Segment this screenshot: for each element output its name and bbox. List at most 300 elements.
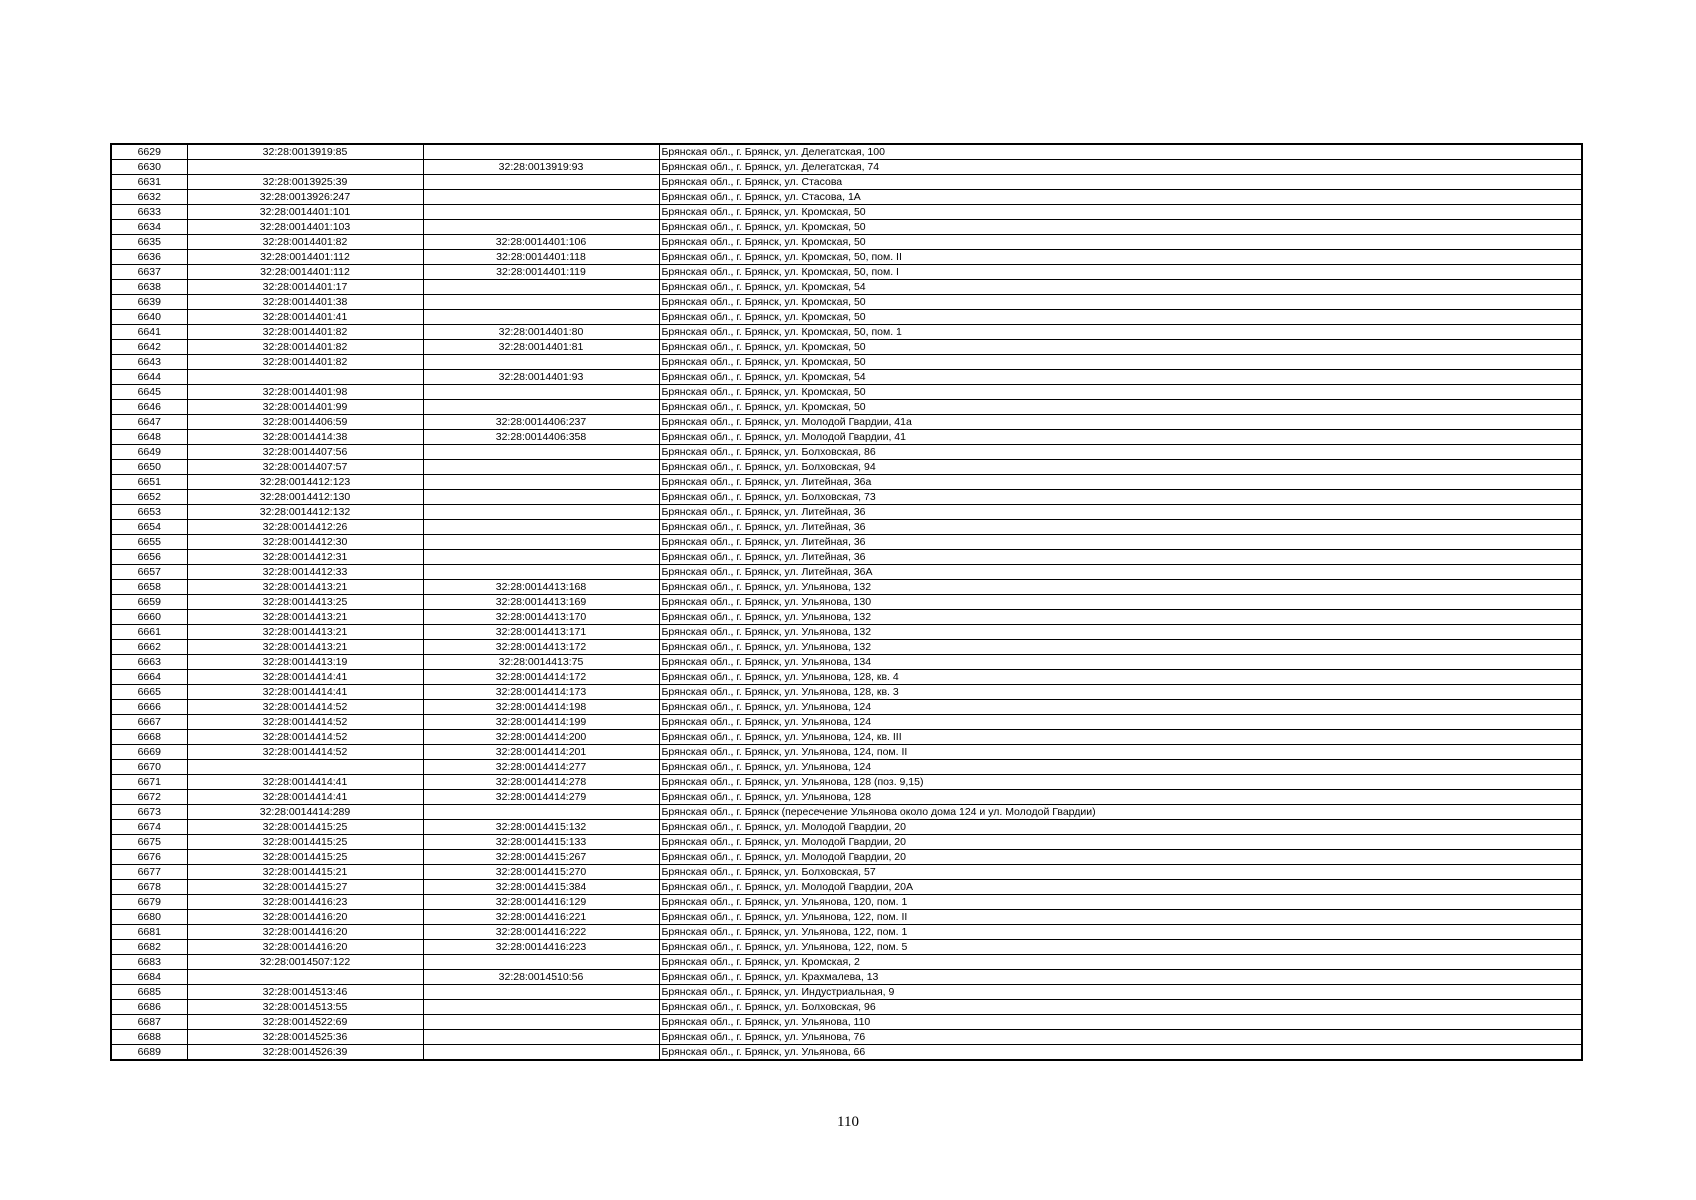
object-cadastral-number-cell: 32:28:0013919:93 — [423, 160, 659, 175]
object-cadastral-number-cell — [423, 1030, 659, 1045]
object-cadastral-number-cell: 32:28:0014401:106 — [423, 235, 659, 250]
land-cadastral-number-cell: 32:28:0014401:82 — [187, 355, 423, 370]
object-cadastral-number-cell: 32:28:0014401:81 — [423, 340, 659, 355]
land-cadastral-number-cell: 32:28:0014412:132 — [187, 505, 423, 520]
address-cell: Брянская обл., г. Брянск, ул. Ульянова, 122, пом. II — [659, 910, 1582, 925]
land-cadastral-number-cell: 32:28:0014416:20 — [187, 925, 423, 940]
land-cadastral-number-cell: 32:28:0014414:41 — [187, 775, 423, 790]
land-cadastral-number-cell — [187, 970, 423, 985]
object-cadastral-number-cell: 32:28:0014416:129 — [423, 895, 659, 910]
land-cadastral-number-cell: 32:28:0013919:85 — [187, 144, 423, 160]
row-number-cell: 6645 — [111, 385, 187, 400]
object-cadastral-number-cell: 32:28:0014415:267 — [423, 850, 659, 865]
object-cadastral-number-cell: 32:28:0014413:168 — [423, 580, 659, 595]
land-cadastral-number-cell — [187, 370, 423, 385]
address-cell: Брянская обл., г. Брянск, ул. Болховская, 57 — [659, 865, 1582, 880]
row-number-cell: 6656 — [111, 550, 187, 565]
address-cell: Брянская обл., г. Брянск, ул. Литейная, 36 — [659, 520, 1582, 535]
land-cadastral-number-cell: 32:28:0014407:57 — [187, 460, 423, 475]
table-row — [111, 865, 1582, 880]
address-cell: Брянская обл., г. Брянск, ул. Литейная, 36 — [659, 550, 1582, 565]
object-cadastral-number-cell: 32:28:0014414:172 — [423, 670, 659, 685]
table-row — [111, 730, 1582, 745]
row-number-cell: 6684 — [111, 970, 187, 985]
row-number-cell: 6681 — [111, 925, 187, 940]
object-cadastral-number-cell — [423, 535, 659, 550]
land-cadastral-number-cell: 32:28:0014526:39 — [187, 1045, 423, 1061]
table-row — [111, 565, 1582, 580]
address-cell: Брянская обл., г. Брянск, ул. Кромская, 50 — [659, 310, 1582, 325]
object-cadastral-number-cell — [423, 445, 659, 460]
row-number-cell: 6685 — [111, 985, 187, 1000]
address-cell: Брянская обл., г. Брянск, ул. Кромская, 54 — [659, 370, 1582, 385]
row-number-cell: 6642 — [111, 340, 187, 355]
table-row — [111, 760, 1582, 775]
land-cadastral-number-cell: 32:28:0014416:20 — [187, 940, 423, 955]
address-cell: Брянская обл., г. Брянск, ул. Ульянова, 110 — [659, 1015, 1582, 1030]
table-row — [111, 685, 1582, 700]
land-cadastral-number-cell: 32:28:0014413:21 — [187, 625, 423, 640]
address-cell: Брянская обл., г. Брянск, ул. Литейная, 36 — [659, 505, 1582, 520]
table-row — [111, 385, 1582, 400]
row-number-cell: 6658 — [111, 580, 187, 595]
address-cell: Брянская обл., г. Брянск, ул. Кромская, 50 — [659, 220, 1582, 235]
object-cadastral-number-cell: 32:28:0014414:199 — [423, 715, 659, 730]
object-cadastral-number-cell — [423, 355, 659, 370]
table-row — [111, 415, 1582, 430]
table-row — [111, 805, 1582, 820]
land-cadastral-number-cell: 32:28:0014413:25 — [187, 595, 423, 610]
land-cadastral-number-cell: 32:28:0014407:56 — [187, 445, 423, 460]
table-row — [111, 430, 1582, 445]
land-cadastral-number-cell: 32:28:0014401:101 — [187, 205, 423, 220]
address-cell: Брянская обл., г. Брянск, ул. Кромская, 50, пом. II — [659, 250, 1582, 265]
address-cell: Брянская обл., г. Брянск, ул. Молодой Гвардии, 20 — [659, 835, 1582, 850]
row-number-cell: 6666 — [111, 700, 187, 715]
address-cell: Брянская обл., г. Брянск, ул. Ульянова, 128, кв. 4 — [659, 670, 1582, 685]
address-cell: Брянская обл., г. Брянск, ул. Кромская, 54 — [659, 280, 1582, 295]
table-row — [111, 144, 1582, 160]
land-cadastral-number-cell: 32:28:0014414:52 — [187, 730, 423, 745]
land-cadastral-number-cell: 32:28:0014414:52 — [187, 715, 423, 730]
land-cadastral-number-cell: 32:28:0014401:41 — [187, 310, 423, 325]
row-number-cell: 6651 — [111, 475, 187, 490]
table-row — [111, 580, 1582, 595]
object-cadastral-number-cell — [423, 565, 659, 580]
land-cadastral-number-cell: 32:28:0014415:21 — [187, 865, 423, 880]
land-cadastral-number-cell: 32:28:0014416:20 — [187, 910, 423, 925]
table-row — [111, 610, 1582, 625]
object-cadastral-number-cell: 32:28:0014415:133 — [423, 835, 659, 850]
land-cadastral-number-cell: 32:28:0014401:38 — [187, 295, 423, 310]
address-cell: Брянская обл., г. Брянск, ул. Ульянова, 66 — [659, 1045, 1582, 1061]
row-number-cell: 6678 — [111, 880, 187, 895]
land-cadastral-number-cell: 32:28:0014414:41 — [187, 685, 423, 700]
table-row — [111, 985, 1582, 1000]
land-registry-table — [110, 143, 1583, 1061]
table-row — [111, 220, 1582, 235]
object-cadastral-number-cell: 32:28:0014416:223 — [423, 940, 659, 955]
land-cadastral-number-cell: 32:28:0014401:99 — [187, 400, 423, 415]
object-cadastral-number-cell: 32:28:0014406:358 — [423, 430, 659, 445]
land-cadastral-number-cell: 32:28:0014401:112 — [187, 250, 423, 265]
row-number-cell: 6662 — [111, 640, 187, 655]
table-row — [111, 535, 1582, 550]
object-cadastral-number-cell: 32:28:0014414:198 — [423, 700, 659, 715]
address-cell: Брянская обл., г. Брянск, ул. Литейная, 36А — [659, 565, 1582, 580]
land-cadastral-number-cell: 32:28:0014522:69 — [187, 1015, 423, 1030]
object-cadastral-number-cell: 32:28:0014406:237 — [423, 415, 659, 430]
table-row — [111, 205, 1582, 220]
object-cadastral-number-cell: 32:28:0014401:80 — [423, 325, 659, 340]
land-cadastral-number-cell: 32:28:0014513:55 — [187, 1000, 423, 1015]
land-cadastral-number-cell: 32:28:0014401:82 — [187, 235, 423, 250]
object-cadastral-number-cell: 32:28:0014414:173 — [423, 685, 659, 700]
address-cell: Брянская обл., г. Брянск, ул. Ульянова, 130 — [659, 595, 1582, 610]
table-row — [111, 295, 1582, 310]
object-cadastral-number-cell — [423, 280, 659, 295]
land-cadastral-number-cell: 32:28:0014525:36 — [187, 1030, 423, 1045]
object-cadastral-number-cell: 32:28:0014415:132 — [423, 820, 659, 835]
row-number-cell: 6629 — [111, 144, 187, 160]
object-cadastral-number-cell — [423, 310, 659, 325]
row-number-cell: 6655 — [111, 535, 187, 550]
object-cadastral-number-cell — [423, 475, 659, 490]
land-cadastral-number-cell: 32:28:0014513:46 — [187, 985, 423, 1000]
address-cell: Брянская обл., г. Брянск, ул. Литейная, 36а — [659, 475, 1582, 490]
address-cell: Брянская обл., г. Брянск, ул. Индустриальная, 9 — [659, 985, 1582, 1000]
table-row — [111, 1015, 1582, 1030]
row-number-cell: 6639 — [111, 295, 187, 310]
object-cadastral-number-cell — [423, 205, 659, 220]
row-number-cell: 6636 — [111, 250, 187, 265]
object-cadastral-number-cell: 32:28:0014414:277 — [423, 760, 659, 775]
object-cadastral-number-cell — [423, 175, 659, 190]
table-row — [111, 190, 1582, 205]
table-row — [111, 235, 1582, 250]
table-row — [111, 550, 1582, 565]
table-row — [111, 700, 1582, 715]
land-cadastral-number-cell: 32:28:0014414:52 — [187, 700, 423, 715]
land-cadastral-number-cell: 32:28:0014401:112 — [187, 265, 423, 280]
row-number-cell: 6631 — [111, 175, 187, 190]
table-row — [111, 715, 1582, 730]
table-row — [111, 775, 1582, 790]
address-cell: Брянская обл., г. Брянск (пересечение Ульянова около дома 124 и ул. Молодой Гвардии) — [659, 805, 1582, 820]
land-cadastral-number-cell: 32:28:0014414:38 — [187, 430, 423, 445]
row-number-cell: 6653 — [111, 505, 187, 520]
row-number-cell: 6665 — [111, 685, 187, 700]
object-cadastral-number-cell — [423, 1015, 659, 1030]
address-cell: Брянская обл., г. Брянск, ул. Молодой Гвардии, 20 — [659, 850, 1582, 865]
address-cell: Брянская обл., г. Брянск, ул. Кромская, 50 — [659, 205, 1582, 220]
address-cell: Брянская обл., г. Брянск, ул. Болховская, 86 — [659, 445, 1582, 460]
object-cadastral-number-cell: 32:28:0014414:278 — [423, 775, 659, 790]
row-number-cell: 6638 — [111, 280, 187, 295]
object-cadastral-number-cell — [423, 460, 659, 475]
object-cadastral-number-cell: 32:28:0014413:75 — [423, 655, 659, 670]
object-cadastral-number-cell: 32:28:0014510:56 — [423, 970, 659, 985]
address-cell: Брянская обл., г. Брянск, ул. Кромская, 50, пом. I — [659, 265, 1582, 280]
row-number-cell: 6633 — [111, 205, 187, 220]
table-row — [111, 925, 1582, 940]
object-cadastral-number-cell — [423, 295, 659, 310]
row-number-cell: 6650 — [111, 460, 187, 475]
row-number-cell: 6675 — [111, 835, 187, 850]
table-row — [111, 475, 1582, 490]
row-number-cell: 6689 — [111, 1045, 187, 1061]
address-cell: Брянская обл., г. Брянск, ул. Ульянова, 122, пом. 5 — [659, 940, 1582, 955]
table-row — [111, 910, 1582, 925]
table-row — [111, 280, 1582, 295]
table-row — [111, 1045, 1582, 1061]
address-cell: Брянская обл., г. Брянск, ул. Ульянова, 120, пом. 1 — [659, 895, 1582, 910]
table-row — [111, 655, 1582, 670]
land-cadastral-number-cell — [187, 760, 423, 775]
address-cell: Брянская обл., г. Брянск, ул. Ульянова, 122, пом. 1 — [659, 925, 1582, 940]
registry-table-body — [111, 144, 1582, 1060]
row-number-cell: 6688 — [111, 1030, 187, 1045]
table-row — [111, 820, 1582, 835]
table-row — [111, 625, 1582, 640]
row-number-cell: 6632 — [111, 190, 187, 205]
address-cell: Брянская обл., г. Брянск, ул. Болховская, 96 — [659, 1000, 1582, 1015]
row-number-cell: 6661 — [111, 625, 187, 640]
row-number-cell: 6669 — [111, 745, 187, 760]
row-number-cell: 6643 — [111, 355, 187, 370]
row-number-cell: 6663 — [111, 655, 187, 670]
land-cadastral-number-cell: 32:28:0014412:123 — [187, 475, 423, 490]
address-cell: Брянская обл., г. Брянск, ул. Ульянова, 124, кв. III — [659, 730, 1582, 745]
object-cadastral-number-cell: 32:28:0014413:170 — [423, 610, 659, 625]
object-cadastral-number-cell: 32:28:0014416:221 — [423, 910, 659, 925]
address-cell: Брянская обл., г. Брянск, ул. Кромская, 50 — [659, 340, 1582, 355]
table-row — [111, 640, 1582, 655]
table-row — [111, 400, 1582, 415]
address-cell: Брянская обл., г. Брянск, ул. Кромская, 50 — [659, 400, 1582, 415]
object-cadastral-number-cell — [423, 1045, 659, 1061]
address-cell: Брянская обл., г. Брянск, ул. Литейная, 36 — [659, 535, 1582, 550]
table-row — [111, 790, 1582, 805]
table-row — [111, 250, 1582, 265]
address-cell: Брянская обл., г. Брянск, ул. Молодой Гвардии, 41а — [659, 415, 1582, 430]
row-number-cell: 6677 — [111, 865, 187, 880]
object-cadastral-number-cell — [423, 400, 659, 415]
row-number-cell: 6660 — [111, 610, 187, 625]
object-cadastral-number-cell: 32:28:0014413:169 — [423, 595, 659, 610]
table-row — [111, 670, 1582, 685]
address-cell: Брянская обл., г. Брянск, ул. Болховская, 94 — [659, 460, 1582, 475]
land-cadastral-number-cell: 32:28:0014413:21 — [187, 610, 423, 625]
object-cadastral-number-cell: 32:28:0014415:384 — [423, 880, 659, 895]
address-cell: Брянская обл., г. Брянск, ул. Ульянова, 132 — [659, 580, 1582, 595]
land-cadastral-number-cell: 32:28:0014412:33 — [187, 565, 423, 580]
land-cadastral-number-cell: 32:28:0014401:98 — [187, 385, 423, 400]
row-number-cell: 6676 — [111, 850, 187, 865]
object-cadastral-number-cell — [423, 805, 659, 820]
row-number-cell: 6635 — [111, 235, 187, 250]
land-cadastral-number-cell: 32:28:0014415:25 — [187, 850, 423, 865]
address-cell: Брянская обл., г. Брянск, ул. Кромская, 50 — [659, 295, 1582, 310]
object-cadastral-number-cell — [423, 490, 659, 505]
table-row — [111, 310, 1582, 325]
object-cadastral-number-cell — [423, 385, 659, 400]
address-cell: Брянская обл., г. Брянск, ул. Ульянова, 124 — [659, 715, 1582, 730]
table-row — [111, 265, 1582, 280]
address-cell: Брянская обл., г. Брянск, ул. Ульянова, 132 — [659, 640, 1582, 655]
row-number-cell: 6668 — [111, 730, 187, 745]
land-cadastral-number-cell: 32:28:0014414:41 — [187, 790, 423, 805]
table-row — [111, 850, 1582, 865]
land-cadastral-number-cell: 32:28:0013925:39 — [187, 175, 423, 190]
object-cadastral-number-cell — [423, 550, 659, 565]
row-number-cell: 6670 — [111, 760, 187, 775]
table-row — [111, 745, 1582, 760]
object-cadastral-number-cell: 32:28:0014401:119 — [423, 265, 659, 280]
land-cadastral-number-cell: 32:28:0014416:23 — [187, 895, 423, 910]
table-row — [111, 595, 1582, 610]
object-cadastral-number-cell: 32:28:0014414:200 — [423, 730, 659, 745]
land-cadastral-number-cell: 32:28:0014412:130 — [187, 490, 423, 505]
address-cell: Брянская обл., г. Брянск, ул. Ульянова, 128 (поз. 9,15) — [659, 775, 1582, 790]
row-number-cell: 6649 — [111, 445, 187, 460]
row-number-cell: 6637 — [111, 265, 187, 280]
object-cadastral-number-cell: 32:28:0014401:118 — [423, 250, 659, 265]
table-row — [111, 880, 1582, 895]
row-number-cell: 6686 — [111, 1000, 187, 1015]
address-cell: Брянская обл., г. Брянск, ул. Ульянова, 76 — [659, 1030, 1582, 1045]
address-cell: Брянская обл., г. Брянск, ул. Кромская, 50, пом. 1 — [659, 325, 1582, 340]
address-cell: Брянская обл., г. Брянск, ул. Молодой Гвардии, 41 — [659, 430, 1582, 445]
table-row — [111, 445, 1582, 460]
row-number-cell: 6647 — [111, 415, 187, 430]
row-number-cell: 6682 — [111, 940, 187, 955]
row-number-cell: 6667 — [111, 715, 187, 730]
object-cadastral-number-cell: 32:28:0014401:93 — [423, 370, 659, 385]
object-cadastral-number-cell — [423, 220, 659, 235]
object-cadastral-number-cell: 32:28:0014415:270 — [423, 865, 659, 880]
address-cell: Брянская обл., г. Брянск, ул. Кромская, 2 — [659, 955, 1582, 970]
land-cadastral-number-cell: 32:28:0014401:82 — [187, 325, 423, 340]
table-row — [111, 895, 1582, 910]
object-cadastral-number-cell: 32:28:0014414:279 — [423, 790, 659, 805]
row-number-cell: 6657 — [111, 565, 187, 580]
land-cadastral-number-cell: 32:28:0014413:21 — [187, 580, 423, 595]
land-cadastral-number-cell: 32:28:0013926:247 — [187, 190, 423, 205]
address-cell: Брянская обл., г. Брянск, ул. Кромская, 50 — [659, 385, 1582, 400]
object-cadastral-number-cell: 32:28:0014413:172 — [423, 640, 659, 655]
row-number-cell: 6664 — [111, 670, 187, 685]
table-row — [111, 175, 1582, 190]
address-cell: Брянская обл., г. Брянск, ул. Ульянова, 132 — [659, 610, 1582, 625]
row-number-cell: 6659 — [111, 595, 187, 610]
address-cell: Брянская обл., г. Брянск, ул. Ульянова, 124 — [659, 700, 1582, 715]
object-cadastral-number-cell — [423, 505, 659, 520]
address-cell: Брянская обл., г. Брянск, ул. Кромская, 50 — [659, 235, 1582, 250]
row-number-cell: 6672 — [111, 790, 187, 805]
page-number: 110 — [837, 1114, 859, 1130]
table-row — [111, 490, 1582, 505]
land-cadastral-number-cell: 32:28:0014413:21 — [187, 640, 423, 655]
object-cadastral-number-cell — [423, 190, 659, 205]
land-cadastral-number-cell: 32:28:0014415:25 — [187, 820, 423, 835]
row-number-cell: 6654 — [111, 520, 187, 535]
land-cadastral-number-cell: 32:28:0014401:17 — [187, 280, 423, 295]
address-cell: Брянская обл., г. Брянск, ул. Ульянова, 128 — [659, 790, 1582, 805]
address-cell: Брянская обл., г. Брянск, ул. Ульянова, 134 — [659, 655, 1582, 670]
address-cell: Брянская обл., г. Брянск, ул. Крахмалева, 13 — [659, 970, 1582, 985]
object-cadastral-number-cell: 32:28:0014413:171 — [423, 625, 659, 640]
table-row — [111, 520, 1582, 535]
land-cadastral-number-cell: 32:28:0014412:30 — [187, 535, 423, 550]
address-cell: Брянская обл., г. Брянск, ул. Ульянова, 124, пом. II — [659, 745, 1582, 760]
land-cadastral-number-cell: 32:28:0014401:82 — [187, 340, 423, 355]
row-number-cell: 6630 — [111, 160, 187, 175]
address-cell: Брянская обл., г. Брянск, ул. Стасова — [659, 175, 1582, 190]
object-cadastral-number-cell: 32:28:0014416:222 — [423, 925, 659, 940]
address-cell: Брянская обл., г. Брянск, ул. Болховская, 73 — [659, 490, 1582, 505]
land-cadastral-number-cell: 32:28:0014415:27 — [187, 880, 423, 895]
table-row — [111, 835, 1582, 850]
object-cadastral-number-cell — [423, 1000, 659, 1015]
row-number-cell: 6679 — [111, 895, 187, 910]
land-cadastral-number-cell: 32:28:0014415:25 — [187, 835, 423, 850]
address-cell: Брянская обл., г. Брянск, ул. Кромская, 50 — [659, 355, 1582, 370]
object-cadastral-number-cell — [423, 144, 659, 160]
table-row — [111, 1030, 1582, 1045]
land-cadastral-number-cell: 32:28:0014413:19 — [187, 655, 423, 670]
address-cell: Брянская обл., г. Брянск, ул. Делегатская, 74 — [659, 160, 1582, 175]
address-cell: Брянская обл., г. Брянск, ул. Ульянова, 132 — [659, 625, 1582, 640]
table-row — [111, 955, 1582, 970]
address-cell: Брянская обл., г. Брянск, ул. Молодой Гвардии, 20А — [659, 880, 1582, 895]
row-number-cell: 6683 — [111, 955, 187, 970]
land-cadastral-number-cell: 32:28:0014414:41 — [187, 670, 423, 685]
address-cell: Брянская обл., г. Брянск, ул. Ульянова, 124 — [659, 760, 1582, 775]
object-cadastral-number-cell — [423, 985, 659, 1000]
table-row — [111, 340, 1582, 355]
row-number-cell: 6644 — [111, 370, 187, 385]
row-number-cell: 6648 — [111, 430, 187, 445]
table-row — [111, 970, 1582, 985]
table-row — [111, 160, 1582, 175]
table-row — [111, 460, 1582, 475]
row-number-cell: 6674 — [111, 820, 187, 835]
address-cell: Брянская обл., г. Брянск, ул. Делегатская, 100 — [659, 144, 1582, 160]
table-row — [111, 325, 1582, 340]
address-cell: Брянская обл., г. Брянск, ул. Молодой Гвардии, 20 — [659, 820, 1582, 835]
land-cadastral-number-cell: 32:28:0014414:289 — [187, 805, 423, 820]
address-cell: Брянская обл., г. Брянск, ул. Ульянова, 128, кв. 3 — [659, 685, 1582, 700]
row-number-cell: 6646 — [111, 400, 187, 415]
address-cell: Брянская обл., г. Брянск, ул. Стасова, 1А — [659, 190, 1582, 205]
table-row — [111, 370, 1582, 385]
object-cadastral-number-cell — [423, 520, 659, 535]
row-number-cell: 6634 — [111, 220, 187, 235]
land-cadastral-number-cell: 32:28:0014507:122 — [187, 955, 423, 970]
object-cadastral-number-cell: 32:28:0014414:201 — [423, 745, 659, 760]
land-cadastral-number-cell: 32:28:0014401:103 — [187, 220, 423, 235]
table-row — [111, 1000, 1582, 1015]
row-number-cell: 6640 — [111, 310, 187, 325]
land-cadastral-number-cell: 32:28:0014414:52 — [187, 745, 423, 760]
land-cadastral-number-cell: 32:28:0014406:59 — [187, 415, 423, 430]
object-cadastral-number-cell — [423, 955, 659, 970]
row-number-cell: 6652 — [111, 490, 187, 505]
table-row — [111, 355, 1582, 370]
row-number-cell: 6680 — [111, 910, 187, 925]
row-number-cell: 6687 — [111, 1015, 187, 1030]
